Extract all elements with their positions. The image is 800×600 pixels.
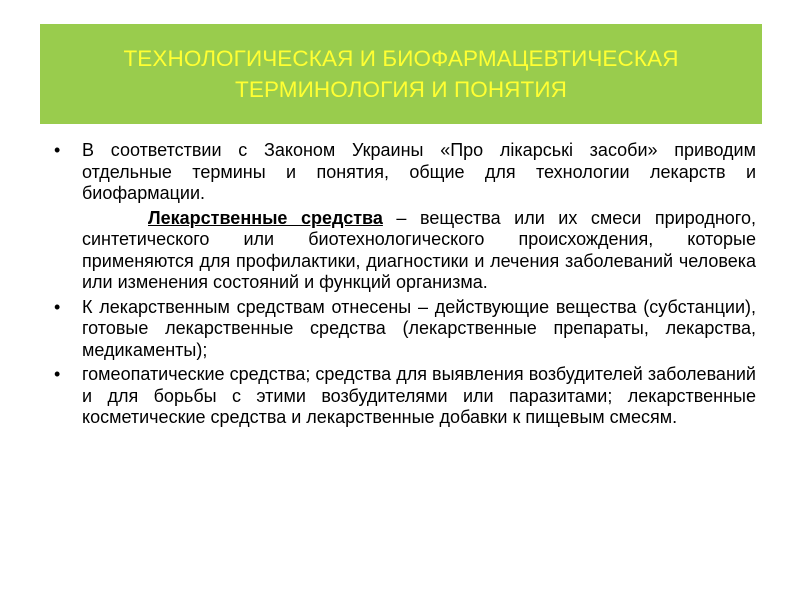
definition-text: – вещества или их смеси природного, синтетического или биотехнологического происхождения, которые применяются для профилактики, диагностики и лечения заболеваний человека или изменения состояний и функций организма. <box>82 207 756 292</box>
bullet-icon: • <box>54 296 61 317</box>
list-item <box>54 140 756 205</box>
paragraph-included-substances: К лекарственным средствам отнесены – действующие вещества (субстанции), готовые лекарственные средства (лекарственные препараты, лекарства, медикаменты); <box>82 296 756 360</box>
definition-paragraph <box>54 208 756 294</box>
term-medicinal-products: Лекарственные средства <box>148 207 383 228</box>
title-banner <box>40 24 762 124</box>
paragraph-law-reference: В соответствии с Законом Украины «Про лікарські засоби» приводим отдельные термины и понятия, общие для технологии лекарств и биофармации. <box>82 140 756 203</box>
list-item <box>54 364 756 429</box>
list-item <box>54 297 756 362</box>
paragraph-other-products: гомеопатические средства; средства для выявления возбудителей заболеваний и для борьбы с этими возбудителями или паразитами; лекарственные косметические средства и лекарственные добавки к пищевым смесям. <box>82 364 756 427</box>
bullet-icon: • <box>54 140 61 160</box>
slide-title: ТЕХНОЛОГИЧЕСКАЯ И БИОФАРМАЦЕВТИЧЕСКАЯ ТЕРМИНОЛОГИЯ И ПОНЯТИЯ <box>123 46 679 102</box>
bullet-icon: • <box>54 364 61 384</box>
slide-body <box>54 140 756 429</box>
